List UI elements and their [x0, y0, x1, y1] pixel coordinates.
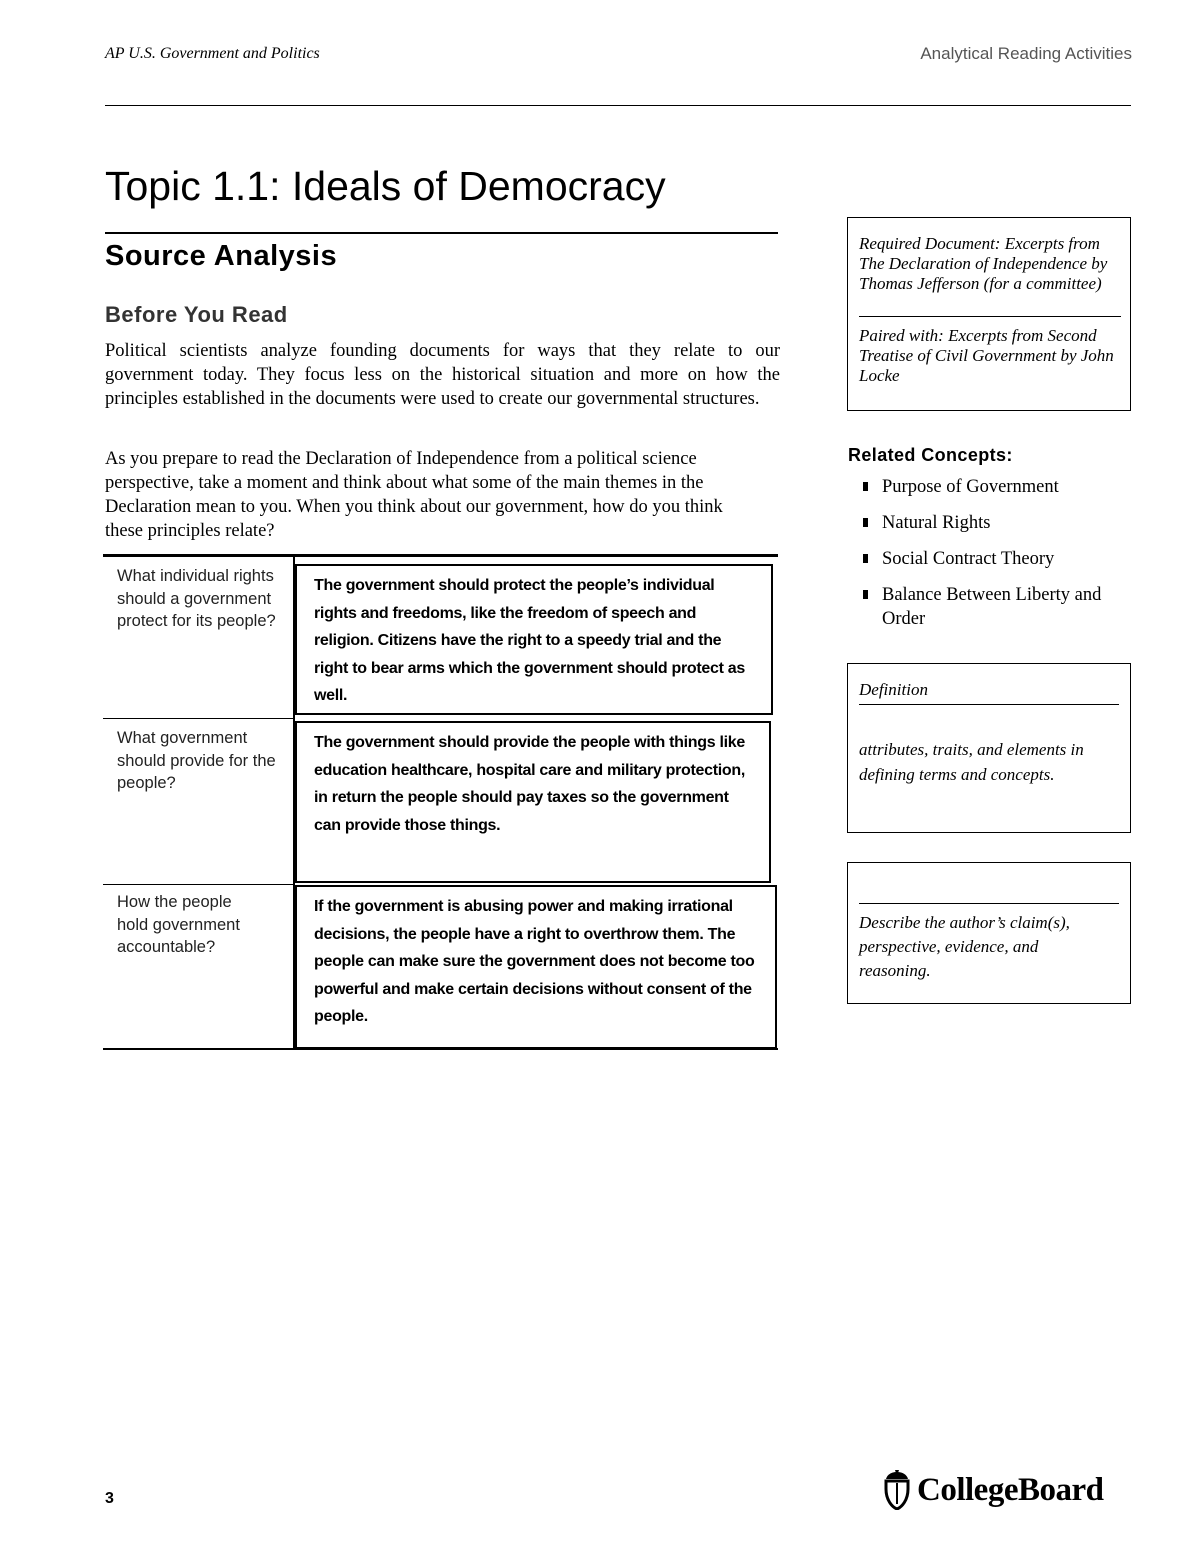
list-item [859, 511, 1129, 535]
related-concepts-heading: Related Concepts: [848, 445, 1013, 465]
question-table [103, 554, 778, 1050]
required-document-box [847, 217, 1131, 411]
question-label: How the people hold government accountable? [117, 893, 240, 956]
describe-text: Describe the author’s claim(s), perspective, evidence, and reasoning. [859, 913, 1070, 980]
paired-document-text: Paired with: Excerpts from Second Treatise of Civil Government by John Locke [859, 326, 1114, 385]
page-number: 3 [105, 1490, 114, 1507]
before-you-read-heading: Before You Read [105, 302, 288, 327]
definition-label: Definition [859, 680, 928, 699]
page-title: Topic 1.1: Ideals of Democracy [105, 163, 666, 209]
bullet-icon [863, 482, 868, 491]
header-course: AP U.S. Government and Politics [105, 45, 320, 62]
table-top-rule [103, 554, 778, 557]
answer-field[interactable]: The government should provide the people with things like education healthcare, hospital care and military protection, in return the people should pay taxes so the government can provide those things. [295, 721, 771, 883]
acorn-icon [881, 1470, 913, 1510]
definition-text: attributes, traits, and elements in defining terms and concepts. [859, 740, 1084, 784]
bullet-icon [863, 554, 868, 563]
concept-label: Balance Between Liberty and Order [882, 585, 1102, 629]
describe-box [847, 862, 1131, 1004]
concept-label: Natural Rights [882, 513, 991, 533]
document-divider [859, 316, 1121, 317]
answer-field[interactable]: The government should protect the people’s individual rights and freedoms, like the freedom of speech and religion. Citizens have the right to a speedy trial and the right to bear arms which the government should protect as well. [295, 564, 773, 715]
answer-field[interactable]: If the government is abusing power and making irrational decisions, the people have a right to overthrow them. The people can make sure the government does not become too powerful and make certain decisions without consent of the people. [295, 885, 777, 1049]
required-document-text: Required Document: Excerpts from The Declaration of Independence by Thomas Jefferson (for a committee) [859, 234, 1108, 293]
table-row-divider [103, 884, 293, 885]
logo-text: CollegeBoard [917, 1471, 1104, 1508]
concept-label: Social Contract Theory [882, 549, 1055, 569]
related-concepts-list [859, 475, 1129, 643]
question-label: What government should provide for the people? [117, 729, 276, 792]
bullet-icon [863, 590, 868, 599]
question-label: What individual rights should a government protect for its people? [117, 567, 276, 630]
title-divider [105, 232, 778, 234]
header-divider [105, 105, 1131, 106]
definition-divider [859, 704, 1119, 705]
list-item [859, 583, 1129, 631]
definition-box [847, 663, 1131, 833]
header-section: Analytical Reading Activities [920, 44, 1132, 63]
concept-label: Purpose of Government [882, 477, 1059, 497]
describe-divider [859, 903, 1119, 904]
prompt-paragraph: As you prepare to read the Declaration of Independence from a political science perspective, take a moment and think about what some of the main themes in the Declaration mean to you. When you think about our government, how do you think these principles relate? [105, 449, 723, 541]
list-item [859, 475, 1129, 499]
list-item [859, 547, 1129, 571]
intro-paragraph: Political scientists analyze founding documents for ways that they relate to our government today. They focus less on the historical situation and more on how the principles established in the documents were used to create our governmental structures. [105, 341, 780, 409]
section-subtitle: Source Analysis [105, 240, 338, 272]
table-row-divider [103, 718, 293, 719]
bullet-icon [863, 518, 868, 527]
collegeboard-logo [881, 1470, 1103, 1510]
